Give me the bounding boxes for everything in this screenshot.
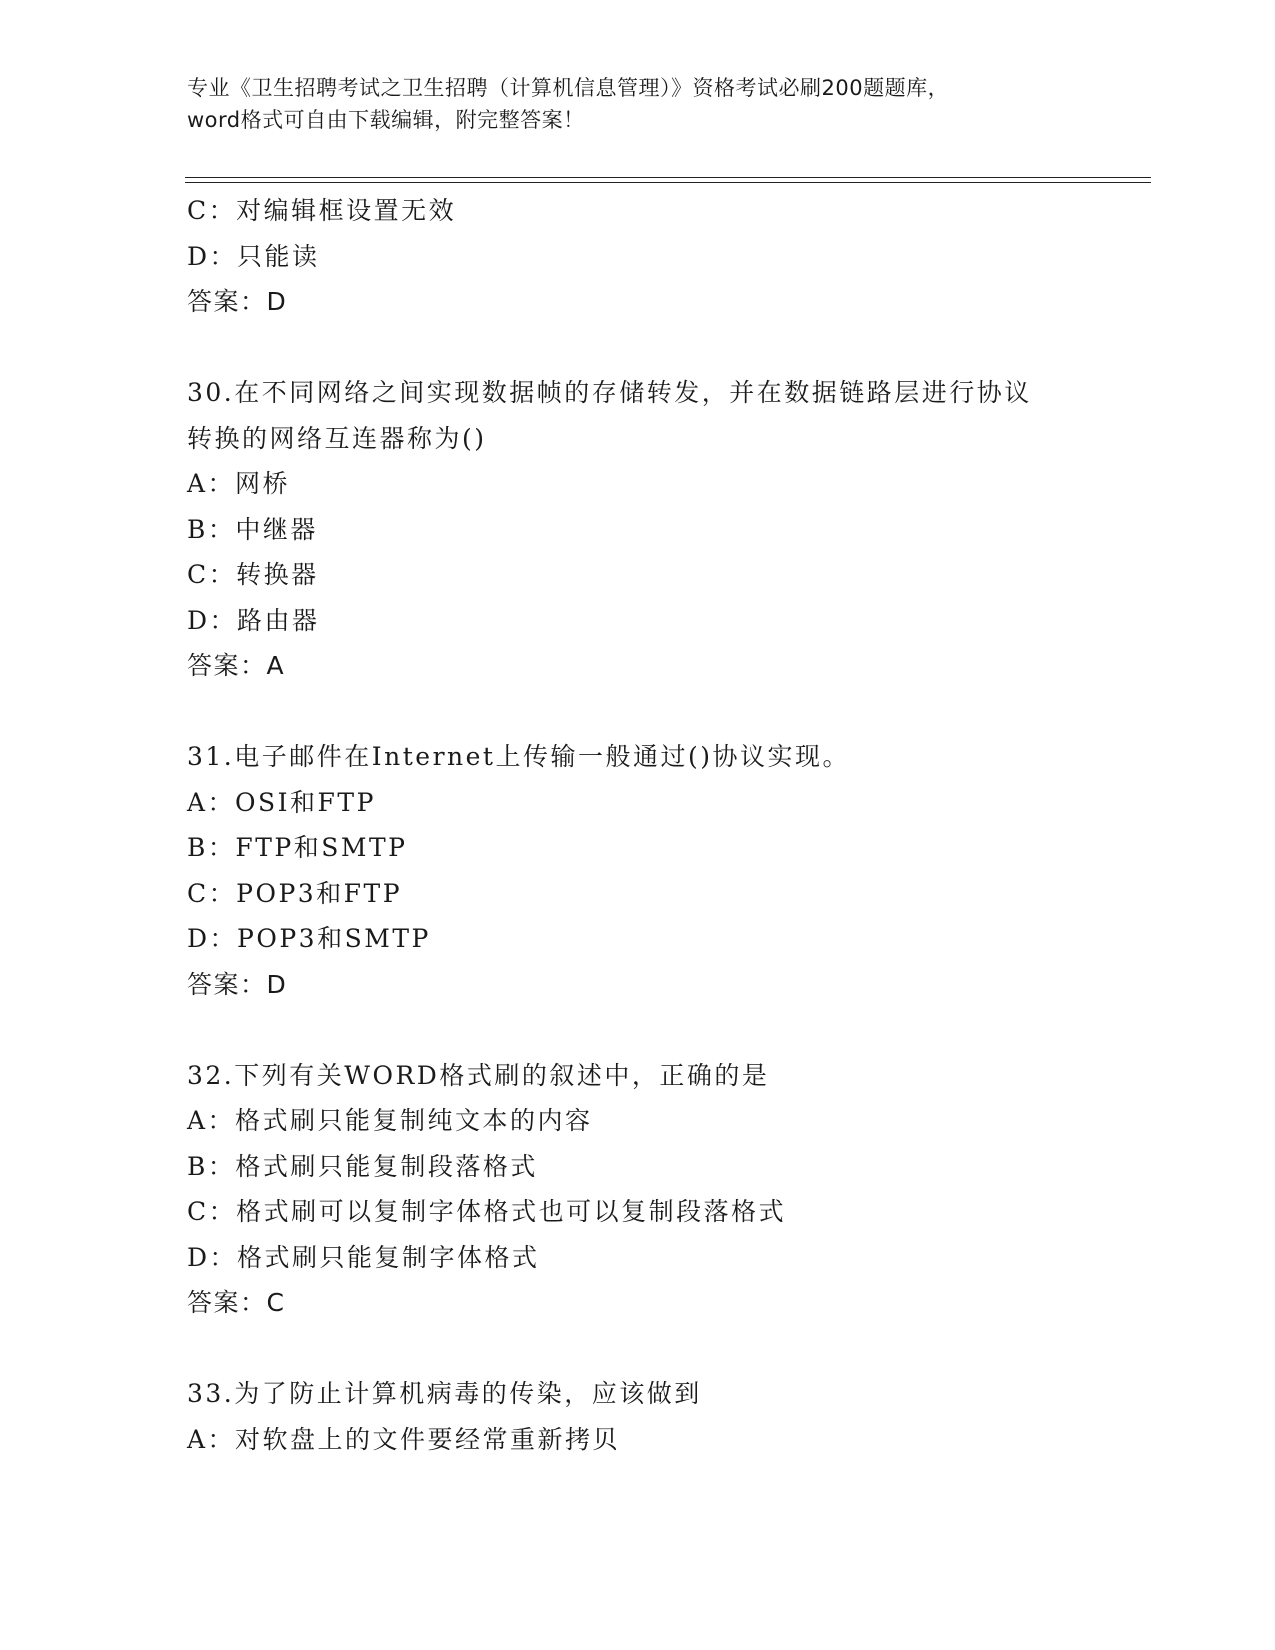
option-d: D：POP3和SMTP: [187, 924, 431, 953]
question-30: [187, 370, 1147, 689]
question-33: [187, 1371, 1147, 1462]
question-stem: 转换的网络互连器称为(): [187, 423, 487, 453]
answer: 答案：A: [187, 651, 286, 680]
option-b: B：中继器: [187, 514, 318, 544]
option-c: C：对编辑框设置无效: [187, 196, 457, 225]
option-a: A：网桥: [187, 469, 291, 498]
question-stem: 33.为了防止计算机病毒的传染，应该做到: [187, 1379, 702, 1408]
option-d: D：只能读: [187, 241, 320, 271]
question-list: [187, 188, 1147, 1462]
header-divider-top: [185, 177, 1151, 178]
question-fragment: [187, 188, 1147, 325]
spacer: [187, 689, 1147, 735]
option-a: A：OSI和FTP: [187, 787, 376, 817]
option-c: C：POP3和FTP: [187, 878, 403, 908]
question-31: [187, 734, 1147, 1007]
spacer: [187, 1007, 1147, 1053]
question-stem: 30.在不同网络之间实现数据帧的存储转发，并在数据链路层进行协议: [187, 378, 1032, 407]
option-c: C：格式刷可以复制字体格式也可以复制段落格式: [187, 1197, 787, 1226]
header-divider-bottom: [185, 182, 1151, 183]
question-32: [187, 1053, 1147, 1326]
option-b: B：格式刷只能复制段落格式: [187, 1151, 538, 1181]
question-stem: 32.下列有关WORD格式刷的叙述中，正确的是: [187, 1060, 770, 1090]
header-line-1: 专业《卫生招聘考试之卫生招聘（计算机信息管理）》资格考试必刷200题题库，: [187, 76, 950, 100]
header-line-2: word格式可自由下载编辑，附完整答案！: [187, 108, 585, 132]
option-a: A：格式刷只能复制纯文本的内容: [187, 1106, 593, 1135]
page-header: [187, 72, 1087, 136]
option-d: D：路由器: [187, 605, 320, 635]
question-stem: 31.电子邮件在Internet上传输一般通过()协议实现。: [187, 742, 850, 771]
answer: 答案：D: [187, 969, 288, 999]
answer: 答案：D: [187, 287, 288, 316]
option-a: A：对软盘上的文件要经常重新拷贝: [187, 1424, 621, 1454]
option-b: B：FTP和SMTP: [187, 833, 408, 862]
option-c: C：转换器: [187, 560, 319, 589]
spacer: [187, 325, 1147, 371]
option-d: D：格式刷只能复制字体格式: [187, 1242, 540, 1272]
spacer: [187, 1326, 1147, 1372]
answer: 答案：C: [187, 1288, 286, 1317]
